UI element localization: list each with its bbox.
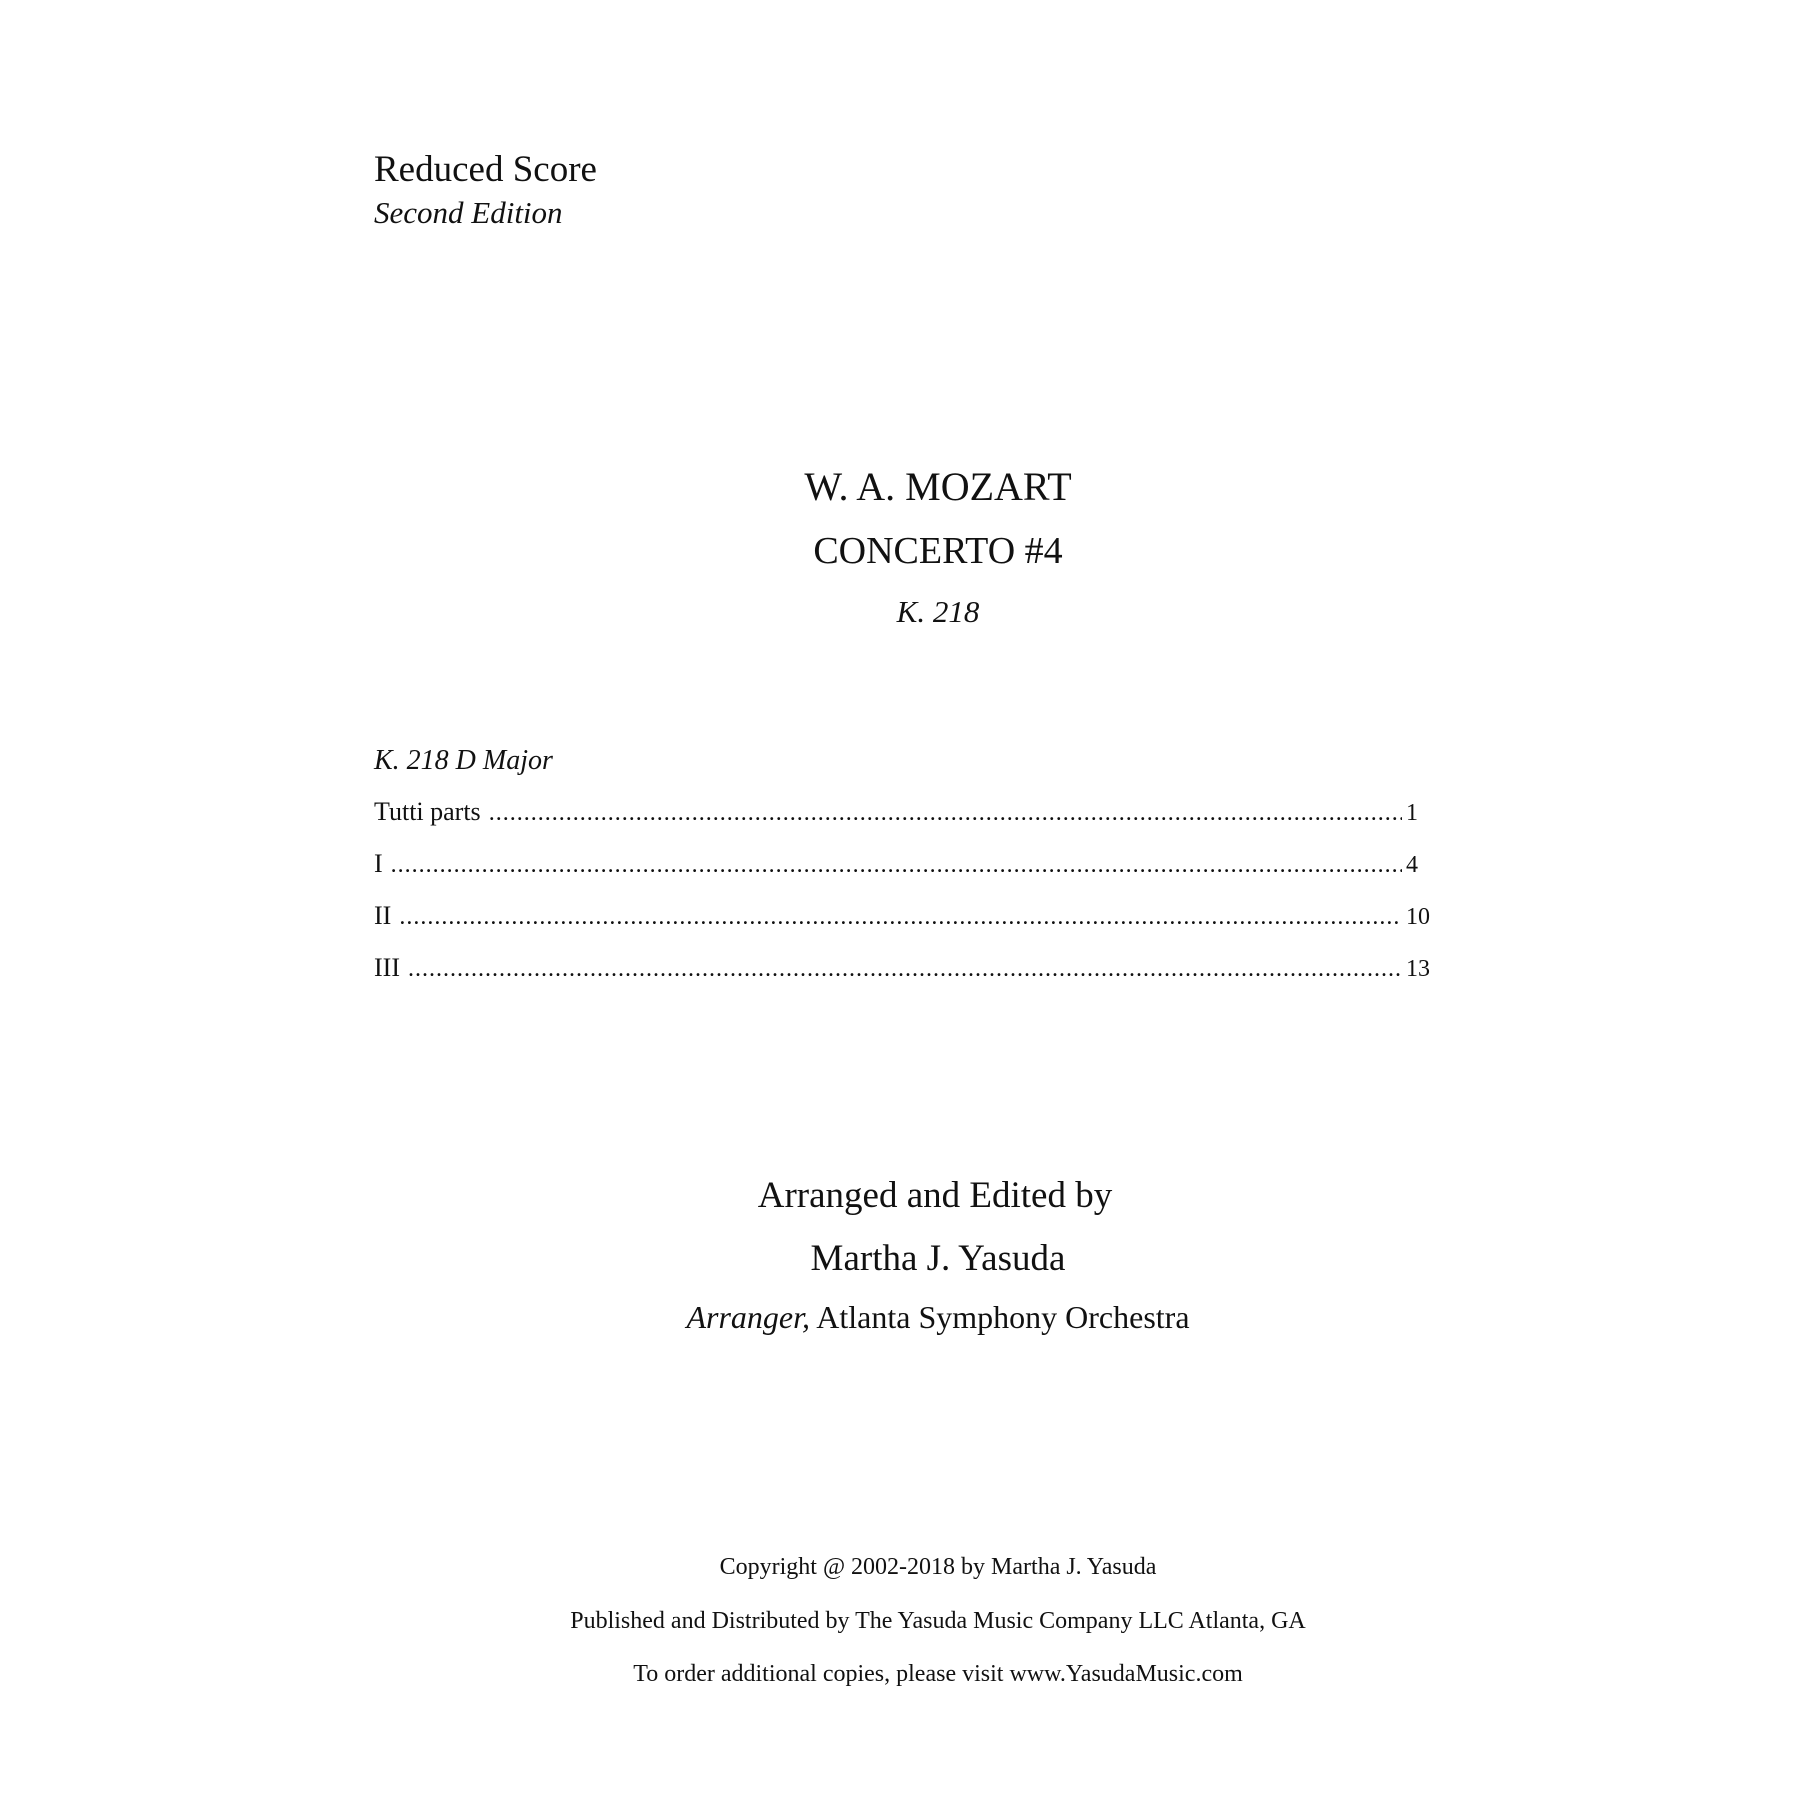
arranger-role: Arranger, xyxy=(686,1299,811,1335)
contents-entry-label: I xyxy=(374,849,383,878)
catalog-number: K. 218 xyxy=(896,594,980,629)
publisher-notice: Published and Distributed by The Yasuda Music Company LLC Atlanta, GA xyxy=(570,1608,1306,1634)
contents-entry-label: III xyxy=(374,953,400,982)
table-of-contents xyxy=(374,795,1440,1003)
dot-leader xyxy=(408,952,1402,986)
edition-name: Second Edition xyxy=(374,195,563,230)
copyright-notice: Copyright @ 2002-2018 by Martha J. Yasuda xyxy=(719,1554,1157,1580)
contents-entry xyxy=(374,795,1440,847)
arranger-name: Martha J. Yasuda xyxy=(810,1238,1066,1279)
contents-entry-page: 4 xyxy=(1406,852,1418,878)
contents-entry-page: 10 xyxy=(1406,904,1430,930)
arranger-organization: Atlanta Symphony Orchestra xyxy=(816,1299,1190,1335)
contents-entry xyxy=(374,951,1440,1003)
contents-entry-label: Tutti parts xyxy=(374,797,481,826)
work-title: CONCERTO #4 xyxy=(813,530,1063,572)
composer-name: W. A. MOZART xyxy=(804,464,1072,509)
contents-entry-page: 13 xyxy=(1406,956,1430,982)
contents-entry-label: II xyxy=(374,901,392,930)
dot-leader xyxy=(399,900,1402,934)
contents-heading: K. 218 D Major xyxy=(374,745,553,776)
arranger-affiliation xyxy=(0,1297,1800,1337)
contents-entry xyxy=(374,847,1440,899)
credit-line: Arranged and Edited by xyxy=(757,1175,1113,1216)
dot-leader xyxy=(391,848,1402,882)
dot-leader xyxy=(489,796,1402,830)
contents-entry-page: 1 xyxy=(1406,800,1418,826)
edition-type: Reduced Score xyxy=(374,149,597,190)
ordering-notice: To order additional copies, please visit www.YasudaMusic.com xyxy=(633,1661,1243,1687)
contents-entry xyxy=(374,899,1440,951)
